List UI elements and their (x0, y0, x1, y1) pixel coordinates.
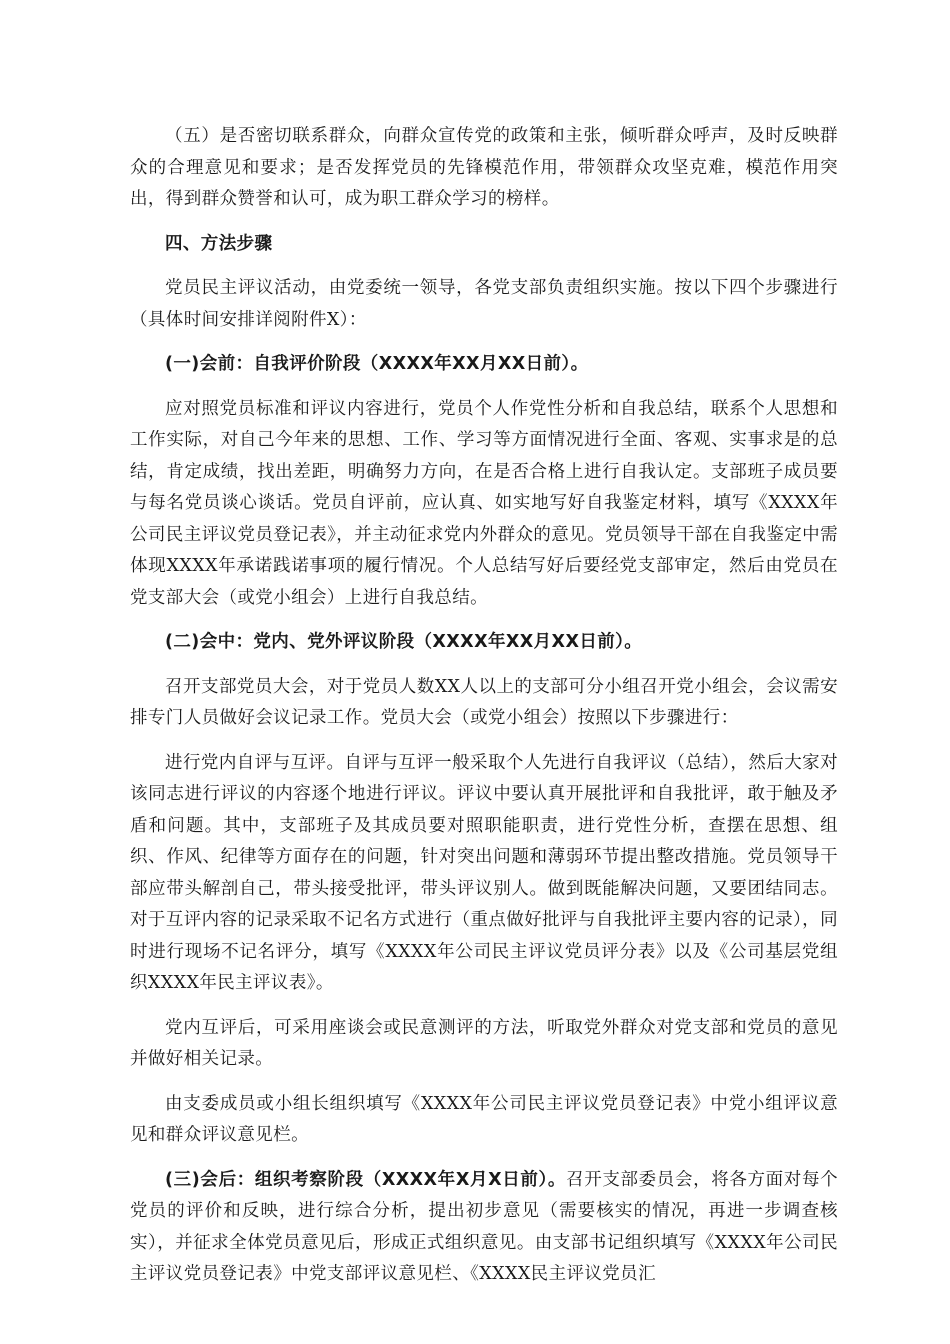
subheading-before-meeting: (一)会前：自我评价阶段（XXXX年XX月XX日前）。 (165, 354, 589, 374)
paragraph-methods-intro: 党员民主评议活动，由党委统一领导，各党支部负责组织实施。按以下四个步骤进行（具体时间安排详阅附件X）： (130, 278, 838, 330)
paragraph-party-meeting: 召开支部党员大会，对于党员人数XX人以上的支部可分小组召开党小组会，会议需安排专门人员做好会议记录工作。党员大会（或党小组会）按照以下步骤进行： (130, 676, 838, 728)
paragraph-fill-form: 由支委成员或小组长组织填写《XXXX年公司民主评议党员登记表》中党小组评议意见和群众评议意见栏。 (130, 1093, 838, 1145)
paragraph-outside-opinions: 党内互评后，可采用座谈会或民意测评的方法，听取党外群众对党支部和党员的意见并做好相关记录。 (130, 1017, 838, 1069)
subheading-during-meeting: (二)会中：党内、党外评议阶段（XXXX年XX月XX日前）。 (165, 632, 643, 652)
paragraph-after-meeting (130, 1165, 838, 1291)
paragraph-self-evaluation: 应对照党员标准和评议内容进行，党员个人作党性分析和自我总结，联系个人思想和工作实际，对自己今年来的思想、工作、学习等方面情况进行全面、客观、实事求是的总结，肯定成绩，找出差距，明确努力方向，在是否合格上进行自我认定。支部班子成员要与每名党员谈心谈话。党员自评前，应认真、如实地写好自我鉴定材料，填写《XXXX年公司民主评议党员登记表》，并主动征求党内外群众的意见。党员领导干部在自我鉴定中需体现XXXX年承诺践诺事项的履行情况。个人总结写好后要经党支部审定，然后由党员在党支部大会（或党小组会）上进行自我总结。 (130, 398, 838, 608)
paragraph-mutual-evaluation: 进行党内自评与互评。自评与互评一般采取个人先进行自我评议（总结），然后大家对该同志进行评议的内容逐个地进行评议。评议中要认真开展批评和自我批评，敢于触及矛盾和问题。其中，支部班子及其成员要对照职能职责，进行党性分析，查摆在思想、组织、作风、纪律等方面存在的问题，针对突出问题和薄弱环节提出整改措施。党员领导干部应带头解剖自己，带头接受批评，带头评议别人。做到既能解决问题，又要团结同志。对于互评内容的记录采取不记名方式进行（重点做好批评与自我批评主要内容的记录），同时进行现场不记名评分，填写《XXXX年公司民主评议党员评分表》以及《公司基层党组织XXXX年民主评议表》。 (130, 752, 838, 993)
paragraph-after-meeting-text: 召开支部委员会，将各方面对每个党员的评价和反映，进行综合分析，提出初步意见（需要核实的情况，再进一步调查核实），并征求全体党员意见后，形成正式组织意见。由支部书记组织填写《XXXX年公司民主评议党员登记表》中党支部评议意见栏、《XXXX民主评议党员汇 (130, 1169, 838, 1284)
section-heading-methods: 四、方法步骤 (165, 233, 273, 254)
paragraph-item-5: （五）是否密切联系群众，向群众宣传党的政策和主张，倾听群众呼声，及时反映群众的合理意见和要求；是否发挥党员的先锋模范作用，带领群众攻坚克难，模范作用突出，得到群众赞誉和认可，成为职工群众学习的榜样。 (130, 126, 838, 209)
subheading-after-meeting: (三)会后：组织考察阶段（XXXX年X月X日前）。 (165, 1169, 567, 1190)
